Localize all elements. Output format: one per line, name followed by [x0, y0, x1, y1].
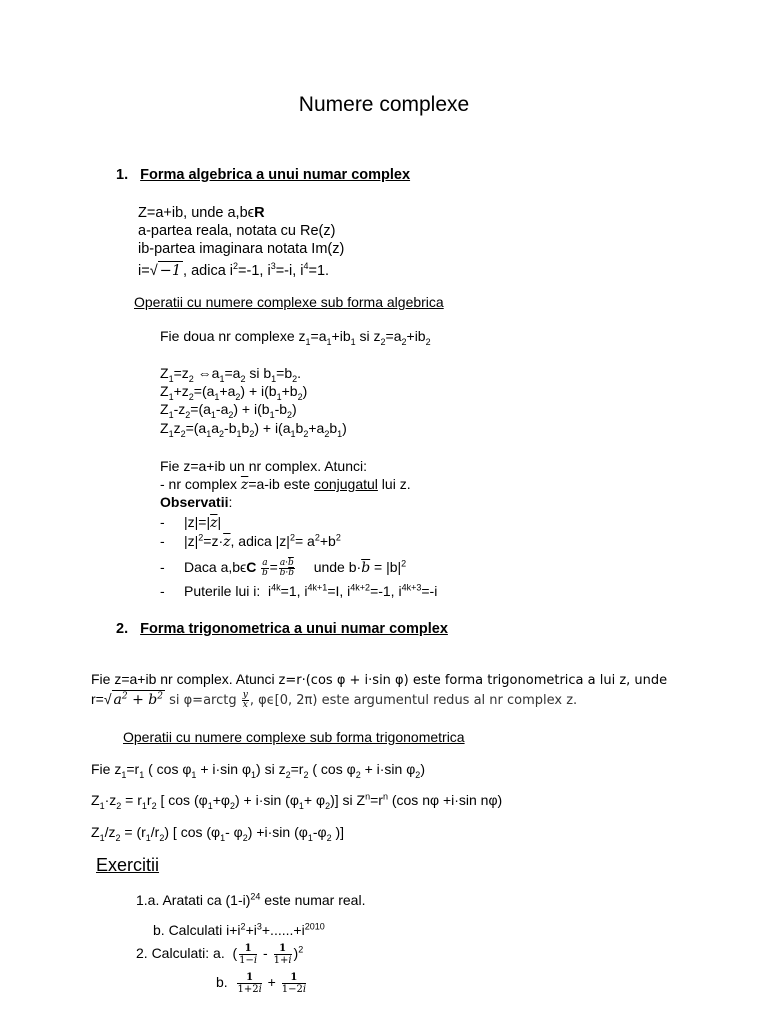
- fraction-y-over-x: $\frac{y}{x}$: [242, 689, 248, 710]
- trig-product-formula: $Z_1\cdot z_2 = r_1r_2$ [ $\cos (\varphi_1+\varphi_2) + i\cdot\sin$ $(\varphi_1+ \varphi_2)$] si $Z^n=r^n$ (cos nφ +i·sin nφ): [91, 791, 503, 811]
- difference-formula: $Z_1-z_2=(a_1-a_2) + i(b_1-b_2)$: [160, 401, 297, 420]
- imaginary-unit-line: i=√ −1 , adica $i^2=-1$, $i^3=-i$, $i^4=1$.: [138, 261, 330, 279]
- exercise-1a: 1.a. Aratati ca $(1-i)^{24}$ este numar real.: [136, 891, 366, 908]
- section-1-number: 1.: [116, 167, 129, 183]
- trig-quotient-formula: $Z_1/z_2 = (r_1/r_2)$ [ $\cos (\varphi_1-$ $\varphi_2) +i\cdot\sin$ ($\varphi_1-\varphi_2$ )]: [91, 824, 345, 843]
- section-2-number: 2.: [116, 621, 129, 637]
- fraction-1-over-1-minus-i: $\frac{1}{1-i}$: [239, 943, 258, 966]
- observatii-label: Observatii:: [160, 494, 233, 510]
- trig-form-paragraph-1: Fie z=a+ib nr complex. Atunci z=r·(cos φ + i·sin φ) este forma trigonometrica a lui z, unde: [91, 671, 668, 688]
- conjugate-definition: - nr complex $\overline{z}=a-ib$ este conjugatul lui z.: [160, 476, 411, 493]
- bullet-1: - $|z|=|\overline{z}|$: [160, 514, 222, 531]
- trig-numbers-line: Fie $z_1=r_1$ ( $\cos \varphi_1 + i\cdot\sin$ $\varphi_1$) si $z_2=r_2$ ( $\cos \varphi_2 + i\cdot\sin$ $\varphi_2$): [91, 761, 425, 780]
- product-formula: $Z_1z_2=(a_1a_2-b_1b_2) + i(a_1b_2+a_2b_1)$: [160, 420, 347, 439]
- two-complex-numbers-line: Fie doua nr complexe $z_1=a_1+ib_1$ si $z_2=a_2+ib_2$: [160, 328, 431, 347]
- fraction-1-over-1-minus-2i: $\frac{1}{1-2i}$: [281, 972, 307, 995]
- section-1-heading: [116, 166, 410, 184]
- exercise-1b: b. Calculati $i+i^2+i^3+......+i^{2010}$: [153, 921, 325, 938]
- section-2-title: Forma trigonometrica a unui numar complex: [140, 621, 448, 637]
- bullet-3: - Daca a,bϵC $\frac{a}{b}$ = $\frac{a\cdot\overline{b}}{b\cdot\overline{b}}$ unde $b\cdot\overline{b} = |b|^2$: [160, 557, 407, 578]
- algebraic-operations-heading: Operatii cu numere complexe sub forma algebrica: [134, 294, 444, 310]
- equality-formula: $Z_1=z_2$ $\Leftrightarrow a_1=a_2$ si $b_1=b_2$.: [160, 365, 302, 384]
- conjugate-intro: Fie z=a+ib un nr complex. Atunci:: [160, 458, 367, 474]
- exercise-2a: 2. Calculati: a. ( $\frac{1}{1-i}$ - $\frac{1}{1+i}$ )$^2$: [136, 943, 304, 966]
- fraction-conjugate: $\frac{a\cdot\overline{b}}{b\cdot\overline{b}}$: [279, 557, 294, 578]
- exercise-2b: b. $\frac{1}{1+2i}$ + $\frac{1}{1-2i}$: [216, 972, 307, 995]
- section-2-heading: [116, 620, 448, 638]
- real-part-line: a-partea reala, notata cu Re(z): [138, 223, 336, 239]
- bullet-2: - $|z|^2=z\cdot\overline{z}$, adica $|z|^2= a^2+b^2$: [160, 532, 341, 550]
- page-title: Numere complexe: [298, 93, 470, 116]
- exercitii-heading: Exercitii: [96, 855, 160, 875]
- fraction-a-over-b: $\frac{a}{b}$: [262, 557, 268, 578]
- fraction-1-over-1-plus-2i: $\frac{1}{1+2i}$: [237, 972, 262, 995]
- section-1-title: Forma algebrica a unui numar complex: [140, 167, 411, 183]
- sum-formula: $Z_1+z_2=(a_1+a_2) + i(b_1+b_2)$: [160, 383, 308, 402]
- definition-line: Z=a+ib, unde a,bϵR: [138, 205, 265, 221]
- bullet-4: - Puterile lui i: $i^{4k}=1$, $i^{4k+1}=I$, $i^{4k+2}=-1$, $i^{4k+3}=-i$: [160, 582, 438, 599]
- imaginary-part-line: ib-partea imaginara notata Im(z): [138, 241, 345, 257]
- trig-form-paragraph-2: r=√ $a^2 + b^2$ si φ=arctg $\frac{y}{x}$ , φϵ[0, 2π) este argumentul redus al nr complex z.: [91, 689, 578, 710]
- trig-operations-heading: Operatii cu numere complexe sub forma trigonometrica: [123, 729, 465, 745]
- fraction-1-over-1-plus-i: $\frac{1}{1+i}$: [273, 943, 292, 966]
